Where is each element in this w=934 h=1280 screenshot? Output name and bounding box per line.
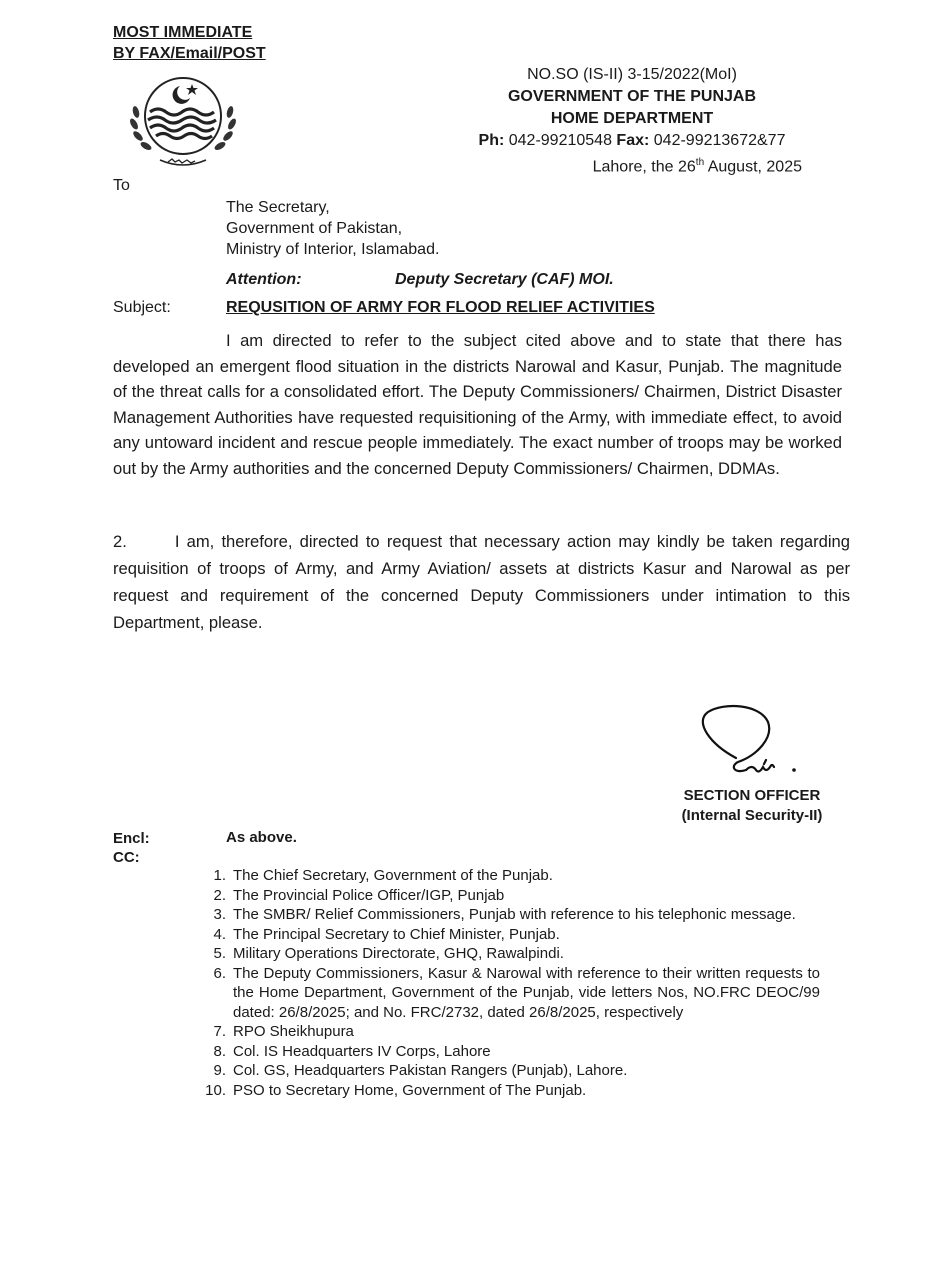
cc-item-number: 8. xyxy=(213,1042,226,1060)
cc-list-item xyxy=(192,1042,820,1062)
address-line-2: Government of Pakistan, xyxy=(226,220,403,237)
body-paragraph-1: I am directed to refer to the subject cited above and to state that there has developed an emergent flood situation in the districts Narowal and Kasur, Punjab. The magnitude of the threat calls for a consolidated effort. The Deputy Commissioners/ Chairmen, District Disaster Management Authorities have requested requisitioning of the Army, with immediate effect, to avoid any untoward incident and rescue people immediately. The exact number of troops may be worked out by the Army authorities and the concerned Deputy Commissioners/ Chairmen, DDMAs. xyxy=(113,331,842,478)
cc-item-text: The SMBR/ Relief Commissioners, Punjab with reference to his telephonic message. xyxy=(233,906,796,923)
enclosure-value: As above. xyxy=(226,829,297,846)
cc-item-text: Col. GS, Headquarters Pakistan Rangers (Punjab), Lahore. xyxy=(233,1062,628,1079)
signatory-subtitle: (Internal Security-II) xyxy=(681,807,823,824)
cc-item-number: 6. xyxy=(213,964,226,982)
cc-item-text: The Chief Secretary, Government of the Punjab. xyxy=(233,867,553,884)
punjab-government-logo xyxy=(124,72,242,168)
cc-label: CC: xyxy=(113,849,140,866)
paragraph-number: 2. xyxy=(113,532,127,551)
cc-item-number: 4. xyxy=(213,925,226,943)
cc-item-number: 1. xyxy=(213,867,226,884)
signatory-block xyxy=(672,786,832,826)
enclosure-labels xyxy=(113,829,150,867)
reference-number: NO.SO (IS-II) 3-15/2022(MoI) xyxy=(527,66,737,83)
subject-text: REQUSITION OF ARMY FOR FLOOD RELIEF ACTIVITIES xyxy=(226,299,655,316)
fax-number: 042-99213672&77 xyxy=(653,132,786,149)
letter-date: Lahore, the 26th August, 2025 xyxy=(592,157,802,176)
cc-item-number: 2. xyxy=(213,886,226,904)
handwritten-signature xyxy=(690,704,800,784)
dispatch-header xyxy=(113,22,266,64)
priority-label: MOST IMMEDIATE xyxy=(113,24,253,41)
cc-list-item xyxy=(192,905,820,925)
department-name: HOME DEPARTMENT xyxy=(550,110,714,127)
cc-item-number: 7. xyxy=(213,1023,226,1040)
cc-item-text: RPO Sheikhupura xyxy=(233,1023,354,1040)
cc-list-item xyxy=(192,1061,820,1081)
cc-item-text: Military Operations Directorate, GHQ, Rawalpindi. xyxy=(233,945,564,962)
cc-list-item xyxy=(192,1081,820,1101)
paragraph-2-text: I am, therefore, directed to request that necessary action may kindly be taken regarding requisition of troops of Army, and Army Aviation/ assets at districts Kasur and Narowal as per request and requirement of the concerned Deputy Commissioners under intimation to this Department, please. xyxy=(113,532,850,632)
cc-item-number: 5. xyxy=(213,945,226,962)
subject-label: Subject: xyxy=(113,299,171,316)
cc-list-item xyxy=(192,866,820,886)
cc-item-number: 3. xyxy=(213,906,226,923)
enclosure-label: Encl: xyxy=(113,830,150,847)
cc-list xyxy=(192,866,820,1100)
cc-item-text: The Provincial Police Officer/IGP, Punjab xyxy=(233,886,505,904)
cc-item-number: 10. xyxy=(205,1081,226,1099)
cc-list-item xyxy=(192,944,820,964)
cc-list-item xyxy=(192,886,820,906)
recipient-address xyxy=(226,197,439,260)
delivery-label: BY FAX/Email/POST xyxy=(113,45,266,62)
to-label: To xyxy=(113,177,130,194)
attention-value: Deputy Secretary (CAF) MOI. xyxy=(395,271,614,288)
cc-item-text: The Deputy Commissioners, Kasur & Narowal with reference to their written requests to the Home Department, Government of the Punjab, vide letters Nos, NO.FRC DEOC/99 dated: 26/8/2025; and No. FRC/2732, dated 26/8/2025, respectively xyxy=(233,964,820,1021)
cc-list-item xyxy=(192,1022,820,1042)
attention-label: Attention: xyxy=(226,271,302,288)
cc-list-item xyxy=(192,964,820,1023)
cc-item-text: The Principal Secretary to Chief Minister, Punjab. xyxy=(233,925,560,943)
body-paragraph-2 xyxy=(113,528,850,636)
signatory-title: SECTION OFFICER xyxy=(683,787,821,804)
attention-line xyxy=(226,271,614,289)
address-line-3: Ministry of Interior, Islamabad. xyxy=(226,241,440,258)
cc-list-item xyxy=(192,925,820,945)
cc-item-number: 9. xyxy=(213,1062,226,1079)
cc-item-text: PSO to Secretary Home, Government of The Punjab. xyxy=(233,1081,587,1099)
government-name: GOVERNMENT OF THE PUNJAB xyxy=(507,88,756,105)
cc-item-text: Col. IS Headquarters IV Corps, Lahore xyxy=(233,1042,491,1060)
phone-number: 042-99210548 xyxy=(508,132,612,149)
fax-label: Fax: xyxy=(616,132,650,149)
contact-line xyxy=(462,130,802,152)
phone-label: Ph: xyxy=(478,132,505,149)
address-line-1: The Secretary, xyxy=(226,199,330,216)
reference-block xyxy=(462,64,802,178)
